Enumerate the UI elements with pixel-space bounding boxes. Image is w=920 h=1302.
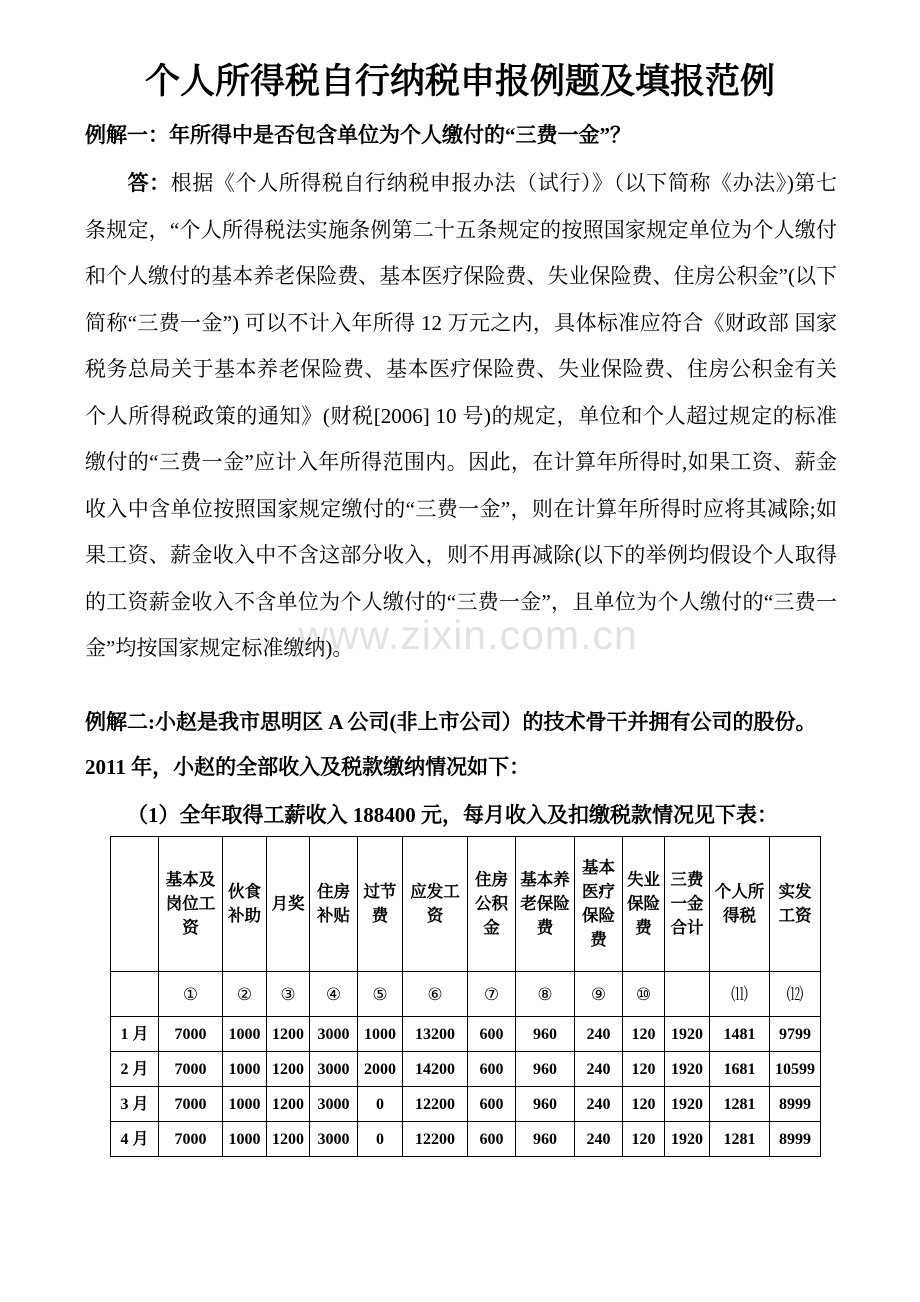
cell-meal-allowance: 1000 xyxy=(223,1122,267,1157)
cell-pension-insurance: 960 xyxy=(516,1122,575,1157)
row-month-label: 3 月 xyxy=(111,1087,159,1122)
table-number-cell-13: ⑿ xyxy=(770,972,821,1017)
cell-gross-salary: 12200 xyxy=(403,1122,468,1157)
cell-holiday-fee: 1000 xyxy=(358,1017,403,1052)
case-two-item-one: （1）全年取得工薪收入 188400 元，每月收入及扣缴税款情况见下表： xyxy=(127,803,778,827)
page-title: 个人所得税自行纳税申报例题及填报范例 xyxy=(144,62,775,101)
cell-meal-allowance: 1000 xyxy=(223,1087,267,1122)
cell-basic-salary: 7000 xyxy=(159,1087,223,1122)
table-number-cell-8: ⑧ xyxy=(516,972,575,1017)
cell-net-salary: 8999 xyxy=(770,1087,821,1122)
table-header-cell-1: 基本及岗位工资 xyxy=(159,837,223,972)
table-header-cell-13: 实发工资 xyxy=(770,837,821,972)
cell-holiday-fee: 2000 xyxy=(358,1052,403,1087)
cell-medical-insurance: 240 xyxy=(575,1017,623,1052)
table-number-cell-2: ② xyxy=(223,972,267,1017)
cell-deductions-total: 1920 xyxy=(665,1017,710,1052)
answer-label: 答： xyxy=(127,171,171,195)
cell-gross-salary: 13200 xyxy=(403,1017,468,1052)
cell-meal-allowance: 1000 xyxy=(223,1052,267,1087)
cell-gross-salary: 14200 xyxy=(403,1052,468,1087)
cell-gross-salary: 12200 xyxy=(403,1087,468,1122)
table-header-cell-7: 住房公积金 xyxy=(468,837,516,972)
row-month-label: 2 月 xyxy=(111,1052,159,1087)
table-number-cell-1: ① xyxy=(159,972,223,1017)
cell-pension-insurance: 960 xyxy=(516,1052,575,1087)
cell-monthly-bonus: 1200 xyxy=(267,1017,310,1052)
table-row xyxy=(111,1017,821,1052)
cell-housing-fund: 600 xyxy=(468,1017,516,1052)
table-number-cell-6: ⑥ xyxy=(403,972,468,1017)
cell-housing-fund: 600 xyxy=(468,1122,516,1157)
table-header-row xyxy=(111,837,821,972)
cell-basic-salary: 7000 xyxy=(159,1122,223,1157)
cell-housing-fund: 600 xyxy=(468,1087,516,1122)
cell-monthly-bonus: 1200 xyxy=(267,1052,310,1087)
table-header-cell-10: 失业保险费 xyxy=(623,837,665,972)
table-number-cell-11 xyxy=(665,972,710,1017)
table-number-cell-12: ⑾ xyxy=(710,972,770,1017)
cell-deductions-total: 1920 xyxy=(665,1122,710,1157)
table-number-cell-7: ⑦ xyxy=(468,972,516,1017)
table-number-cell-10: ⑩ xyxy=(623,972,665,1017)
table-row xyxy=(111,1087,821,1122)
table-header-cell-6: 应发工资 xyxy=(403,837,468,972)
cell-unemployment-insurance: 120 xyxy=(623,1087,665,1122)
table-header-cell-12: 个人所得税 xyxy=(710,837,770,972)
cell-pension-insurance: 960 xyxy=(516,1087,575,1122)
cell-housing-allowance: 3000 xyxy=(310,1122,358,1157)
cell-medical-insurance: 240 xyxy=(575,1087,623,1122)
table-header-cell-3: 月奖 xyxy=(267,837,310,972)
cell-monthly-bonus: 1200 xyxy=(267,1087,310,1122)
answer-body: 根据《个人所得税自行纳税申报办法（试行）》（以下简称《办法》)第七条规定，“个人所得税法实施条例第二十五条规定的按照国家规定单位为个人缴付和个人缴付的基本养老保险费、基本医疗保险费、失业保险费、住房公积金”(以下简称“三费一金”) 可以不计入年所得 12 万元之内，具体标准应符合《财政部 国家税务总局关于基本养老保险费、基本医疗保险费、失业保险费、住房公积金有关个人所得税政策的通知》(财税[2006] 10 号)的规定，单位和个人超过规定的标准缴付的“三费一金”应计入年所得范围内。因此，在计算年所得时,如果工资、薪金收入中含单位按照国家规定缴付的“三费一金”，则在计算年所得时应将其减除;如果工资、薪金收入中不含这部分收入，则不用再减除(以下的举例均假设个人取得的工资薪金收入不含单位为个人缴付的“三费一金”，且单位为个人缴付的“三费一金”均按国家规定标准缴纳)。 xyxy=(85,171,837,660)
watermark-text: www.zixin.com.cn xyxy=(298,612,638,658)
table-header-cell-9: 基本医疗保险费 xyxy=(575,837,623,972)
cell-housing-allowance: 3000 xyxy=(310,1017,358,1052)
table-number-cell-3: ③ xyxy=(267,972,310,1017)
cell-net-salary: 8999 xyxy=(770,1122,821,1157)
case-two-line-one: 例解二:小赵是我市思明区 A 公司(非上市公司）的技术骨干并拥有公司的股份。 xyxy=(85,710,817,734)
cell-basic-salary: 7000 xyxy=(159,1017,223,1052)
answer-one-paragraph xyxy=(85,160,837,672)
cell-pension-insurance: 960 xyxy=(516,1017,575,1052)
cell-unemployment-insurance: 120 xyxy=(623,1122,665,1157)
monthly-income-tax-table xyxy=(110,836,821,1157)
table-number-cell-9: ⑨ xyxy=(575,972,623,1017)
table-row xyxy=(111,1122,821,1157)
cell-basic-salary: 7000 xyxy=(159,1052,223,1087)
cell-unemployment-insurance: 120 xyxy=(623,1052,665,1087)
table-header-cell-2: 伙食补助 xyxy=(223,837,267,972)
cell-deductions-total: 1920 xyxy=(665,1087,710,1122)
table-numbering-row xyxy=(111,972,821,1017)
table-row xyxy=(111,1052,821,1087)
table-header-cell-11: 三费一金合计 xyxy=(665,837,710,972)
table-number-cell-0 xyxy=(111,972,159,1017)
table-header-cell-5: 过节费 xyxy=(358,837,403,972)
cell-net-salary: 9799 xyxy=(770,1017,821,1052)
table-header-cell-8: 基本养老保险费 xyxy=(516,837,575,972)
table-header-cell-4: 住房补贴 xyxy=(310,837,358,972)
cell-deductions-total: 1920 xyxy=(665,1052,710,1087)
table-header-cell-0 xyxy=(111,837,159,972)
table-number-cell-5: ⑤ xyxy=(358,972,403,1017)
case-two-line-two: 2011 年，小赵的全部收入及税款缴纳情况如下： xyxy=(85,755,531,779)
row-month-label: 1 月 xyxy=(111,1017,159,1052)
cell-income-tax: 1481 xyxy=(710,1017,770,1052)
row-month-label: 4 月 xyxy=(111,1122,159,1157)
cell-holiday-fee: 0 xyxy=(358,1087,403,1122)
cell-income-tax: 1281 xyxy=(710,1087,770,1122)
cell-meal-allowance: 1000 xyxy=(223,1017,267,1052)
table-number-cell-4: ④ xyxy=(310,972,358,1017)
cell-holiday-fee: 0 xyxy=(358,1122,403,1157)
cell-income-tax: 1281 xyxy=(710,1122,770,1157)
cell-medical-insurance: 240 xyxy=(575,1052,623,1087)
question-one-heading: 例解一：年所得中是否包含单位为个人缴付的“三费一金”？ xyxy=(85,123,631,147)
cell-income-tax: 1681 xyxy=(710,1052,770,1087)
cell-housing-fund: 600 xyxy=(468,1052,516,1087)
cell-monthly-bonus: 1200 xyxy=(267,1122,310,1157)
cell-medical-insurance: 240 xyxy=(575,1122,623,1157)
cell-unemployment-insurance: 120 xyxy=(623,1017,665,1052)
cell-net-salary: 10599 xyxy=(770,1052,821,1087)
cell-housing-allowance: 3000 xyxy=(310,1052,358,1087)
cell-housing-allowance: 3000 xyxy=(310,1087,358,1122)
